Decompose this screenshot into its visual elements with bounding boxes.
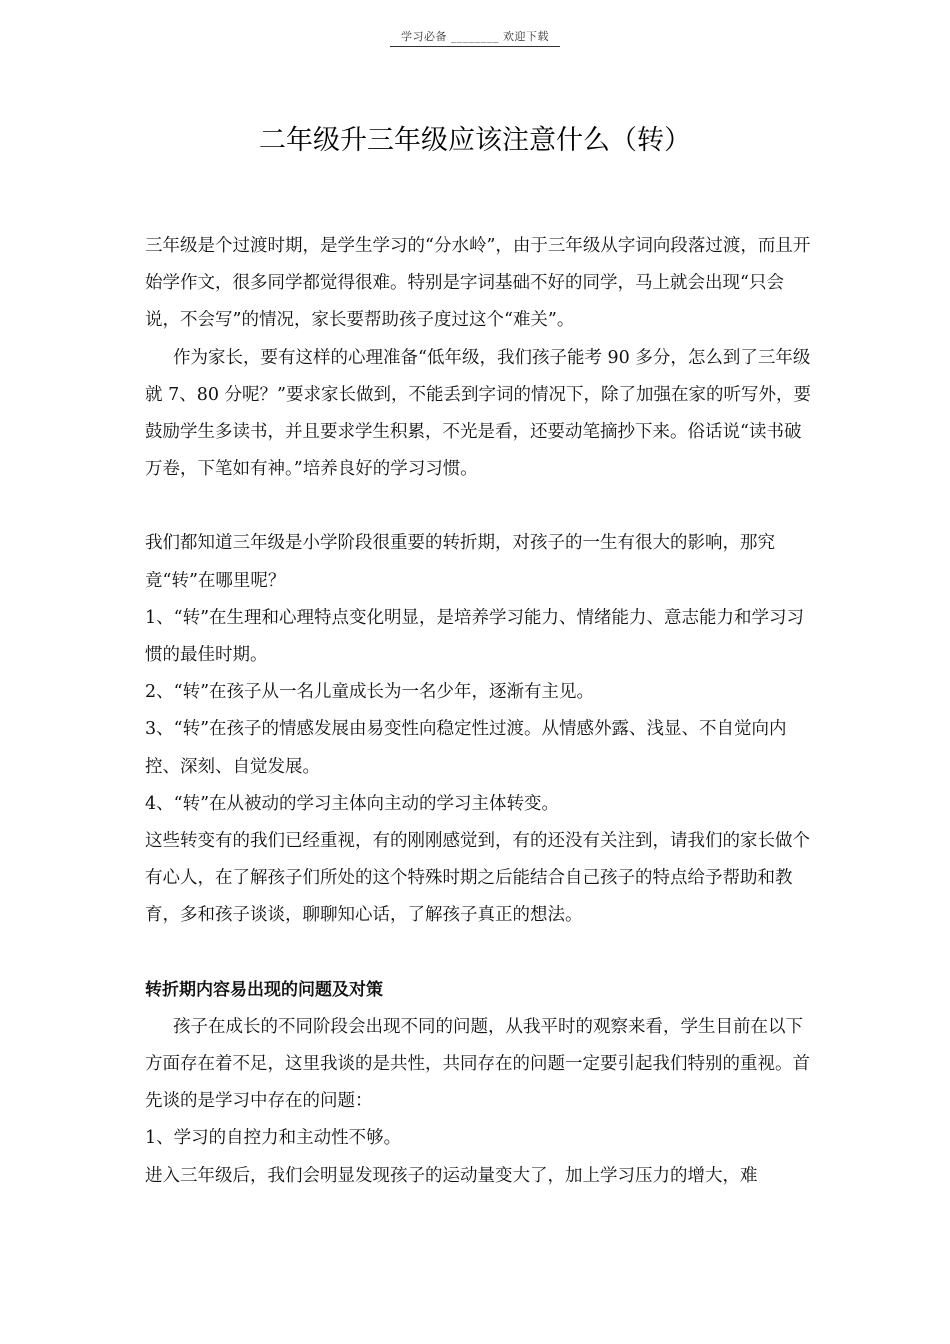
paragraph-turning-point: 我们都知道三年级是小学阶段很重要的转折期，对孩子的一生有很大的影响，那究竟“转”在哪里呢？ [145, 533, 775, 591]
header-rule [390, 46, 560, 47]
paragraph-grade-three: 进入三年级后，我们会明显发现孩子的运动量变大了，加上学习压力的增大，难 [145, 1165, 758, 1186]
list-item-2: 2、“转”在孩子从一名儿童成长为一名少年，逐渐有主见。 [145, 682, 595, 703]
paragraph-intro: 三年级是个过渡时期，是学生学习的“分水岭”，由于三年级从字词向段落过渡，而且开始学作文，很多同学都觉得很难。特别是字词基础不好的同学，马上就会出现“只会说，不会写”的情况，家长要帮助孩子度过这个“难关”。 [145, 236, 811, 331]
paragraph-parent-preparation: 作为家长，要有这样的心理准备“低年级，我们孩子能考 90 多分，怎么到了三年级就 7、80 分呢？”要求家长做到，不能丢到字词的情况下，除了加强在家的听写外，要鼓励学生多读书，并且要求学生积累，不光是看，还要动笔摘抄下来。俗话说“读书破万卷，下笔如有神。”培养良好的学习习惯。 [145, 347, 811, 480]
paragraph-parent-attention: 这些转变有的我们已经重视，有的刚刚感觉到，有的还没有关注到，请我们的家长做个有心人，在了解孩子们所处的这个特殊时期之后能结合自己孩子的特点给予帮助和教育，多和孩子谈谈，聊聊知心话，了解孩子真正的想法。 [145, 831, 810, 926]
document-body [145, 228, 815, 1195]
list-item-3: 3、“转”在孩子的情感发展由易变性向稳定性过渡。从情感外露、浅显、不自觉向内控、深刻、自觉发展。 [145, 719, 787, 777]
list-item-1: 1、“转”在生理和心理特点变化明显，是培养学习能力、情绪能力、意志能力和学习习惯的最佳时期。 [145, 607, 805, 666]
spacer [145, 488, 815, 525]
section-heading: 转折期内容易出现的问题及对策 [145, 979, 383, 1000]
problem-item-1: 1、学习的自控力和主动性不够。 [145, 1128, 402, 1149]
spacer [145, 935, 815, 972]
header-text: 学习必备 ________ 欢迎下载 [401, 30, 549, 43]
paragraph-problems: 孩子在成长的不同阶段会出现不同的问题，从我平时的观察来看，学生目前在以下方面存在着不足，这里我谈的是共性，共同存在的问题一定要引起我们特别的重视。首先谈的是学习中存在的问题： [145, 1016, 810, 1112]
page-header [0, 28, 950, 47]
list-item-4: 4、“转”在从被动的学习主体向主动的学习主体转变。 [145, 793, 560, 814]
document-title: 二年级升三年级应该注意什么（转） [259, 125, 691, 156]
